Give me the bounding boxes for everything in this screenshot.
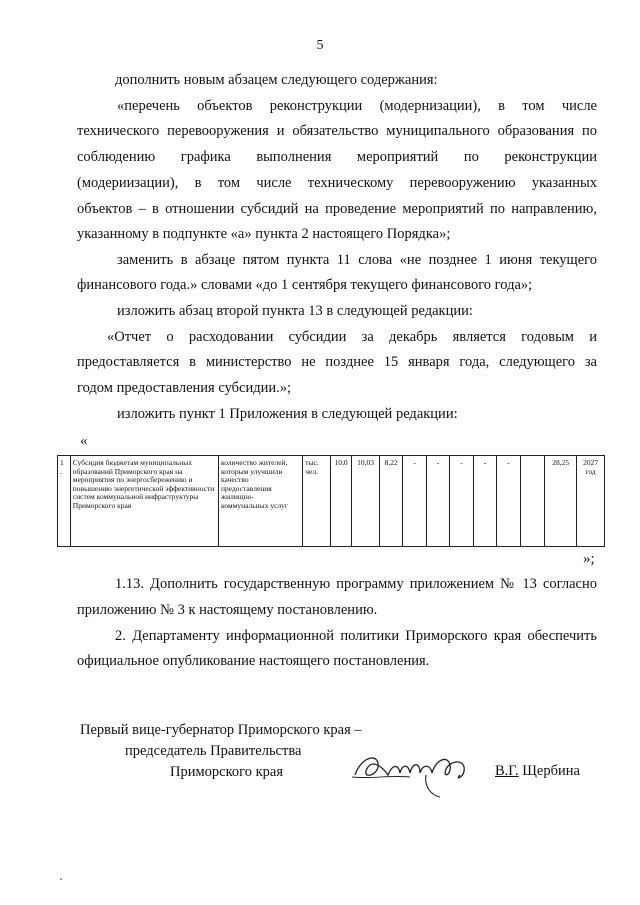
quote1-line-3: соблюдению графика выполнения мероприятий по реконструкции <box>77 149 597 165</box>
item-2-line-1: 2. Департаменту информационной политики Приморского края обеспечить <box>115 628 597 644</box>
signer-title-3: Приморского края <box>170 764 284 780</box>
intro-line: дополнить новым абзацем следующего содержания: <box>115 72 438 88</box>
quote1-line-6: указанному в подпункте «а» пункта 2 настоящего Порядка»; <box>77 226 451 242</box>
table-cell-value-2: 10,03 <box>352 456 380 547</box>
table-cell-value-1: 10,0 <box>330 456 351 547</box>
replace-line-1: заменить в абзаце пятом пункта 11 слова «не позднее 1 июня текущего <box>117 252 597 268</box>
table-cell-dash-3: - <box>450 456 473 547</box>
appendix-intro: изложить пункт 1 Приложения в следующей редакции: <box>117 406 458 422</box>
signer-title-1: Первый вице-губернатор Приморского края – <box>80 722 362 738</box>
second-para-intro: изложить абзац второй пункта 13 в следующей редакции: <box>117 303 473 319</box>
scan-dot <box>60 878 62 880</box>
item-113-line-1: 1.13. Дополнить государственную программу приложением № 13 согласно <box>115 576 597 592</box>
signer-surname: Щербина <box>518 763 580 779</box>
table-cell-dash-5: - <box>497 456 520 547</box>
report-line-3: годом предоставления субсидии.»; <box>77 380 292 396</box>
handwritten-signature <box>350 745 490 800</box>
table-cell-dash-4: - <box>473 456 496 547</box>
program-table <box>57 455 605 547</box>
signer-initials: В.Г. <box>495 763 519 779</box>
item-2-line-2: официальное опубликование настоящего постановления. <box>77 653 430 669</box>
table-cell-dash-2: - <box>426 456 449 547</box>
quote1-line-4: (модериизации), в том числе техническому перевооружению указанных <box>77 175 597 191</box>
table-cell-subsidy: Субсидия бюджетам муниципальных образований Приморского края на мероприятия по энергосбережению и повышению энергетической эффективности систем коммунальной инфраструктуры Приморского края <box>70 456 218 547</box>
table-cell-unit: тыс. чел. <box>303 456 331 547</box>
quote1-line-2: технического перевооружения и обязательство муниципального образования по <box>77 123 597 139</box>
quote1-line-5: объектов – в отношении субсидий на проведение мероприятий по направлению, <box>77 201 597 217</box>
table-cell-dash-1: - <box>403 456 426 547</box>
quote-open-mark: « <box>80 433 88 449</box>
quote-close-mark: »; <box>583 551 595 567</box>
table-cell-empty <box>520 456 545 547</box>
table-cell-value-3: 8,22 <box>379 456 402 547</box>
replace-line-2: финансового года.» словами «до 1 сентября текущего финансового года»; <box>77 277 533 293</box>
signer-title-2: председатель Правительства <box>125 743 302 759</box>
signer-name <box>495 763 580 780</box>
table-row <box>58 456 605 547</box>
table-cell-number: 1 . <box>58 456 71 547</box>
table-cell-indicator: количество жителей, которым улучшили качество предоставления жилищно-коммунальных услуг <box>218 456 302 547</box>
item-113-line-2: приложению № 3 к настоящему постановлению. <box>77 602 378 618</box>
table-cell-value-last: 28,25 <box>545 456 577 547</box>
table-cell-year: 2027 год <box>577 456 605 547</box>
report-line-2: предоставляется в министерство не позднее 15 января года, следующего за <box>77 354 597 370</box>
quote1-line-1: «перечень объектов реконструкции (модернизации), в том числе <box>117 98 597 114</box>
page-number: 5 <box>316 38 324 53</box>
report-line-1: «Отчет о расходовании субсидии за декабрь является годовым и <box>107 329 597 345</box>
